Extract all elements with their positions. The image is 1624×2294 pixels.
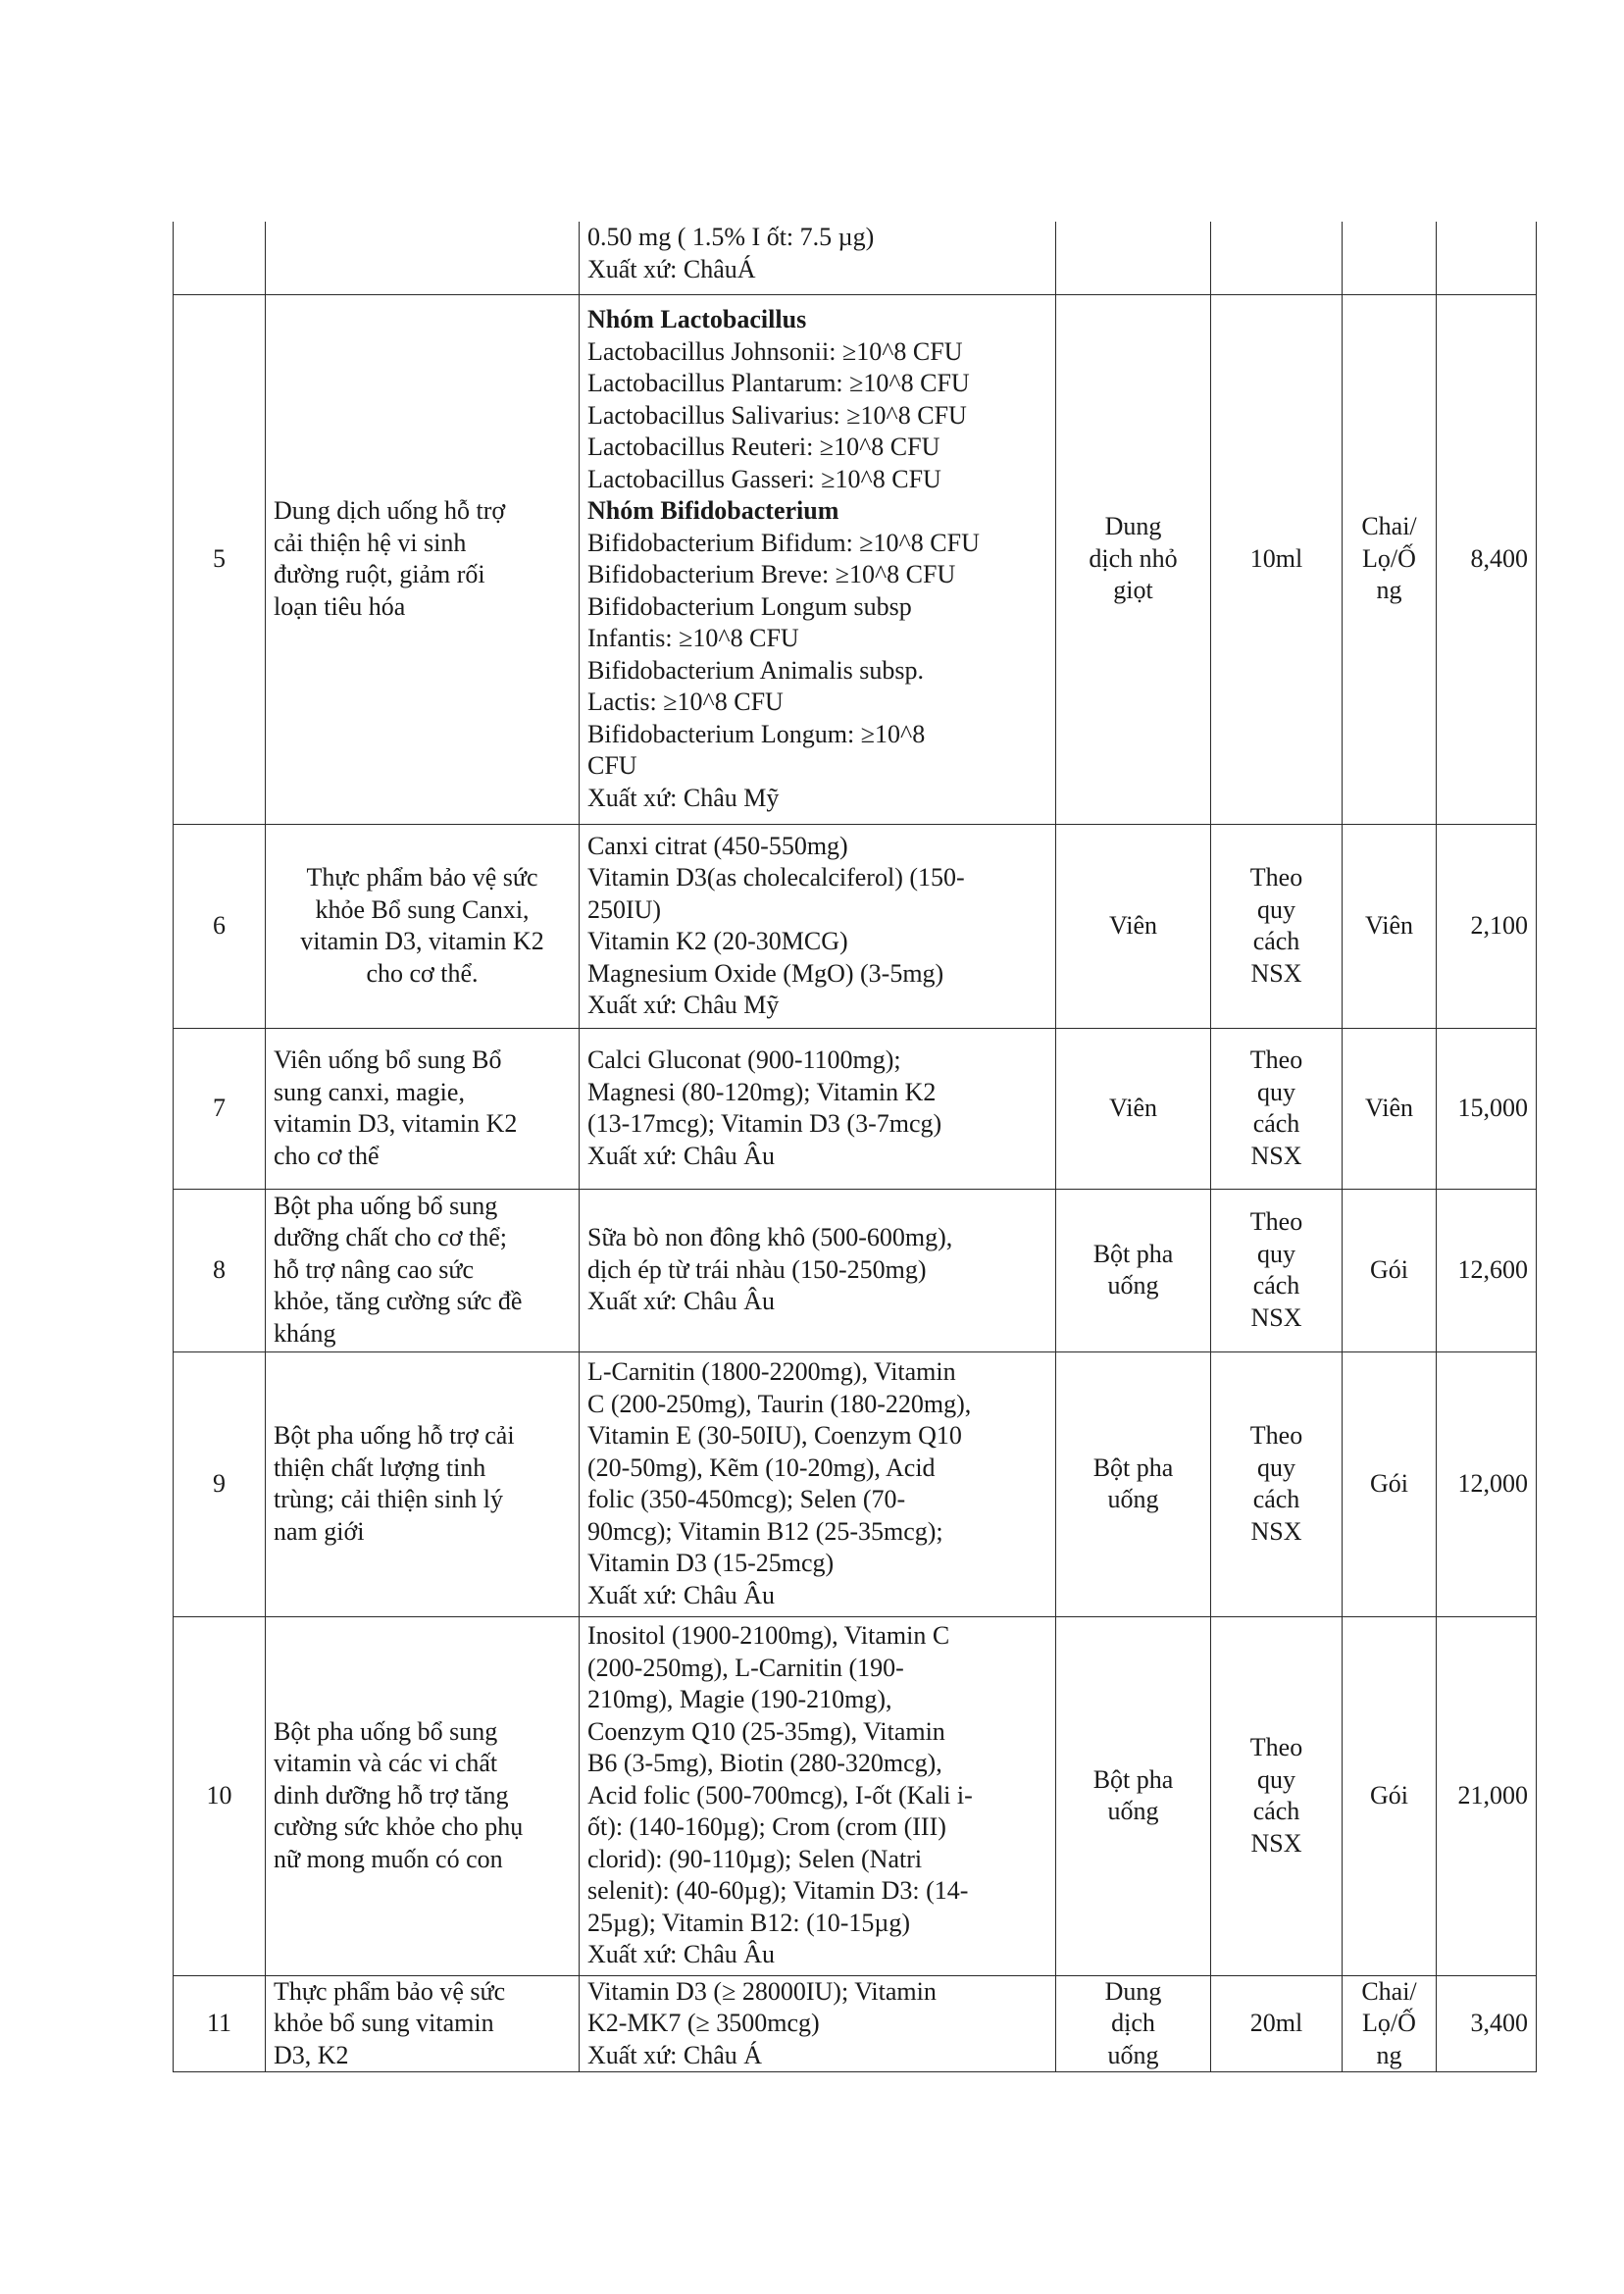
cell-line: cách (1252, 1485, 1300, 1513)
dosage-form-cell (1056, 294, 1211, 824)
specification-cell (1211, 1616, 1343, 1975)
table-row (174, 1616, 1537, 1975)
composition-line: Bifidobacterium Bifidum: ≥10^8 CFU (587, 528, 980, 557)
quantity-cell: 3,400 (1437, 1975, 1537, 2072)
composition-cell (580, 294, 1056, 824)
cell-line: giọt (1113, 576, 1153, 605)
specification-cell (1211, 824, 1343, 1028)
cell-line: Theo (1249, 1421, 1303, 1450)
cell-line: dịch (1111, 2009, 1155, 2037)
cell-line: NSX (1250, 1141, 1302, 1170)
cell-line: nữ mong muốn có con (274, 1844, 503, 1873)
cell-line: NSX (1250, 1516, 1302, 1546)
composition-cell (580, 824, 1056, 1028)
cell-line: Chai/ (1361, 512, 1417, 541)
table-row (174, 1028, 1537, 1189)
cell-line: cách (1252, 1797, 1300, 1825)
product-table-body (174, 222, 1537, 2072)
cell-line: khỏe Bổ sung Canxi, (315, 894, 530, 924)
cell-line: NSX (1250, 1302, 1302, 1332)
composition-line: selenit): (40-60µg); Vitamin D3: (14- (587, 1876, 969, 1906)
unit-cell (1343, 824, 1437, 1028)
composition-line: Magnesium Oxide (MgO) (3-5mg) (587, 958, 944, 988)
composition-line: clorid): (90-110µg); Selen (Natri (587, 1844, 923, 1873)
dosage-form-cell (1056, 222, 1211, 294)
table-row (174, 824, 1537, 1028)
cell-line: quy (1257, 894, 1295, 924)
product-name-cell (266, 1189, 580, 1351)
cell-line: Gói (1370, 1780, 1408, 1810)
cell-line: Gói (1370, 1468, 1408, 1498)
cell-line: loạn tiêu hóa (274, 591, 406, 621)
cell-line: khỏe bổ sung vitamin (274, 2009, 494, 2037)
composition-line: Sữa bò non đông khô (500-600mg), (587, 1223, 953, 1252)
composition-line: B6 (3-5mg), Biotin (280-320mcg), (587, 1749, 942, 1778)
cell-line: NSX (1250, 1828, 1302, 1858)
quantity-cell (1437, 222, 1537, 294)
composition-line: ốt): (140-160µg); Crom (crom (III) (587, 1812, 946, 1842)
cell-line: thiện chất lượng tinh (274, 1453, 486, 1482)
composition-line: Bifidobacterium Longum subsp (587, 591, 912, 621)
row-number-cell: 9 (174, 1351, 266, 1616)
specification-cell (1211, 1975, 1343, 2072)
cell-line: cải thiện hệ vi sinh (274, 528, 467, 557)
cell-line: uống (1107, 1271, 1159, 1300)
cell-line: trùng; cải thiện sinh lý (274, 1485, 503, 1513)
specification-cell (1211, 222, 1343, 294)
cell-line: Theo (1249, 1045, 1303, 1074)
cell-line: nam giới (274, 1516, 365, 1546)
cell-line: cách (1252, 1109, 1300, 1138)
dosage-form-cell (1056, 1975, 1211, 2072)
composition-line: Acid folic (500-700mcg), I-ốt (Kali i- (587, 1780, 973, 1810)
product-name-cell (266, 1028, 580, 1189)
cell-line: quy (1257, 1077, 1295, 1106)
composition-line: Xuất xứ: Châu Mỹ (587, 783, 780, 812)
cell-line: Dung (1104, 1976, 1162, 2006)
cell-line: Bột pha (1092, 1453, 1174, 1482)
composition-cell (580, 1351, 1056, 1616)
cell-line: Viên (1365, 1093, 1413, 1122)
composition-line: (200-250mg), L-Carnitin (190- (587, 1653, 904, 1682)
dosage-form-cell (1056, 1616, 1211, 1975)
cell-line: Viên uống bổ sung Bổ (274, 1045, 502, 1074)
composition-line: Xuất xứ: Châu Âu (587, 1141, 776, 1170)
dosage-form-cell (1056, 1351, 1211, 1616)
composition-line: Canxi citrat (450-550mg) (587, 831, 848, 860)
quantity-cell: 8,400 (1437, 294, 1537, 824)
cell-line: 20ml (1249, 2009, 1303, 2037)
cell-line: Theo (1249, 863, 1303, 892)
unit-cell (1343, 1028, 1437, 1189)
composition-line: Vitamin D3 (≥ 28000IU); Vitamin (587, 1976, 937, 2006)
composition-line: Coenzym Q10 (25-35mg), Vitamin (587, 1716, 945, 1746)
composition-line: Bifidobacterium Animalis subsp. (587, 655, 925, 685)
composition-line: Vitamin K2 (20-30MCG) (587, 927, 848, 955)
composition-line: Xuất xứ: Châu Mỹ (587, 991, 780, 1019)
composition-line: 25µg); Vitamin B12: (10-15µg) (587, 1908, 911, 1937)
composition-line: Lactobacillus Plantarum: ≥10^8 CFU (587, 369, 970, 397)
composition-line: Nhóm Bifidobacterium (587, 496, 839, 525)
unit-cell (1343, 1351, 1437, 1616)
composition-line: Infantis: ≥10^8 CFU (587, 624, 799, 652)
specification-cell (1211, 294, 1343, 824)
cell-line: khỏe, tăng cường sức đề (274, 1287, 523, 1316)
composition-line: L-Carnitin (1800-2200mg), Vitamin (587, 1357, 956, 1386)
composition-line: Calci Gluconat (900-1100mg); (587, 1045, 901, 1074)
cell-line: cho cơ thể. (366, 958, 479, 988)
cell-line: kháng (274, 1318, 336, 1348)
cell-line: uống (1107, 2040, 1159, 2069)
cell-line: dinh dưỡng hỗ trợ tăng (274, 1780, 509, 1810)
quantity-cell: 12,600 (1437, 1189, 1537, 1351)
cell-line: vitamin D3, vitamin K2 (274, 1109, 518, 1138)
specification-cell (1211, 1189, 1343, 1351)
composition-cell (580, 1616, 1056, 1975)
cell-line: ng (1376, 2040, 1402, 2069)
cell-line: Viên (1365, 910, 1413, 940)
composition-line: 250IU) (587, 894, 662, 924)
composition-line: Lactobacillus Reuteri: ≥10^8 CFU (587, 433, 940, 461)
unit-cell (1343, 1616, 1437, 1975)
composition-line: Magnesi (80-120mg); Vitamin K2 (587, 1077, 937, 1106)
cell-line: cách (1252, 927, 1300, 955)
composition-line: Bifidobacterium Breve: ≥10^8 CFU (587, 560, 956, 588)
cell-line: quy (1257, 1239, 1295, 1268)
cell-line: vitamin D3, vitamin K2 (300, 927, 544, 955)
composition-line: Vitamin E (30-50IU), Coenzym Q10 (587, 1421, 962, 1450)
quantity-cell: 12,000 (1437, 1351, 1537, 1616)
cell-line: Viên (1109, 1093, 1157, 1122)
composition-line: Xuất xứ: Châu Âu (587, 1287, 776, 1316)
composition-line: folic (350-450mcg); Selen (70- (587, 1485, 906, 1513)
composition-line: Xuất xứ: ChâuÁ (587, 254, 756, 283)
composition-line: (13-17mcg); Vitamin D3 (3-7mcg) (587, 1109, 942, 1138)
composition-line: Vitamin D3(as cholecalciferol) (150- (587, 863, 965, 892)
quantity-cell: 21,000 (1437, 1616, 1537, 1975)
cell-line: ng (1376, 576, 1402, 605)
cell-line: Gói (1370, 1254, 1408, 1284)
cell-line: D3, K2 (274, 2040, 349, 2069)
table-row (174, 1351, 1537, 1616)
product-name-cell (266, 1616, 580, 1975)
specification-cell (1211, 1028, 1343, 1189)
product-name-cell (266, 1351, 580, 1616)
row-number-cell: 7 (174, 1028, 266, 1189)
cell-line: đường ruột, giảm rối (274, 560, 485, 588)
composition-cell (580, 1975, 1056, 2072)
cell-line: Chai/ (1361, 1976, 1417, 2006)
composition-line: Lactobacillus Salivarius: ≥10^8 CFU (587, 400, 967, 430)
unit-cell (1343, 222, 1437, 294)
cell-line: Bột pha uống hỗ trợ cải (274, 1421, 515, 1450)
composition-cell (580, 1028, 1056, 1189)
cell-line: cho cơ thể (274, 1141, 380, 1170)
cell-line: Theo (1249, 1207, 1303, 1236)
unit-cell (1343, 1975, 1437, 2072)
composition-line: Lactobacillus Gasseri: ≥10^8 CFU (587, 464, 941, 493)
cell-line: quy (1257, 1453, 1295, 1482)
composition-line: Xuất xứ: Châu Âu (587, 1940, 776, 1969)
composition-line: 90mcg); Vitamin B12 (25-35mcg); (587, 1516, 943, 1546)
cell-line: cường sức khỏe cho phụ (274, 1812, 524, 1842)
table-row (174, 294, 1537, 824)
cell-line: sung canxi, magie, (274, 1077, 465, 1106)
cell-line: Lọ/Ố (1362, 2009, 1416, 2037)
composition-line: CFU (587, 751, 637, 780)
cell-line: uống (1107, 1797, 1159, 1825)
cell-line: NSX (1250, 958, 1302, 988)
cell-line: dưỡng chất cho cơ thể; (274, 1223, 507, 1252)
composition-line: Lactis: ≥10^8 CFU (587, 688, 784, 716)
composition-cell (580, 222, 1056, 294)
composition-line: Vitamin D3 (15-25mcg) (587, 1549, 835, 1577)
composition-line: Xuất xứ: Châu Âu (587, 1580, 776, 1609)
product-name-cell (266, 294, 580, 824)
row-number-cell: 8 (174, 1189, 266, 1351)
table-row (174, 222, 1537, 294)
product-name-cell (266, 824, 580, 1028)
cell-line: 10ml (1249, 543, 1303, 573)
cell-line: Theo (1249, 1733, 1303, 1761)
row-number-cell: 6 (174, 824, 266, 1028)
dosage-form-cell (1056, 1028, 1211, 1189)
product-name-cell (266, 222, 580, 294)
cell-line: Dung (1104, 512, 1162, 541)
unit-cell (1343, 294, 1437, 824)
row-number-cell: 10 (174, 1616, 266, 1975)
cell-line: uống (1107, 1485, 1159, 1513)
product-name-cell (266, 1975, 580, 2072)
cell-line: Bột pha uống bổ sung (274, 1191, 498, 1220)
dosage-form-cell (1056, 824, 1211, 1028)
cell-line: Viên (1109, 910, 1157, 940)
cell-line: Thực phẩm bảo vệ sức (274, 1976, 506, 2006)
cell-line: Thực phẩm bảo vệ sức (306, 863, 538, 892)
row-number-cell (174, 222, 266, 294)
quantity-cell: 15,000 (1437, 1028, 1537, 1189)
composition-line: Xuất xứ: Châu Á (587, 2040, 763, 2069)
composition-line: 0.50 mg ( 1.5% I ốt: 7.5 µg) (587, 223, 875, 251)
row-number-cell: 5 (174, 294, 266, 824)
composition-line: Bifidobacterium Longum: ≥10^8 (587, 719, 926, 748)
dosage-form-cell (1056, 1189, 1211, 1351)
cell-line: Bột pha (1092, 1239, 1174, 1268)
composition-line: Nhóm Lactobacillus (587, 305, 807, 333)
composition-cell (580, 1189, 1056, 1351)
composition-line: dịch ép từ trái nhàu (150-250mg) (587, 1254, 927, 1284)
composition-line: C (200-250mg), Taurin (180-220mg), (587, 1389, 972, 1418)
composition-line: Lactobacillus Johnsonii: ≥10^8 CFU (587, 336, 963, 366)
table-row (174, 1189, 1537, 1351)
cell-line: Bột pha uống bổ sung (274, 1716, 498, 1746)
unit-cell (1343, 1189, 1437, 1351)
composition-line: 210mg), Magie (190-210mg), (587, 1685, 892, 1714)
cell-line: cách (1252, 1271, 1300, 1300)
composition-line: K2-MK7 (≥ 3500mcg) (587, 2009, 820, 2037)
specification-cell (1211, 1351, 1343, 1616)
cell-line: quy (1257, 1764, 1295, 1794)
table-row (174, 1975, 1537, 2072)
cell-line: hỗ trợ nâng cao sức (274, 1254, 475, 1284)
cell-line: Dung dịch uống hỗ trợ (274, 496, 506, 525)
row-number-cell: 11 (174, 1975, 266, 2072)
cell-line: Lọ/Ố (1362, 543, 1416, 573)
quantity-cell: 2,100 (1437, 824, 1537, 1028)
cell-line: vitamin và các vi chất (274, 1749, 498, 1778)
composition-line: Inositol (1900-2100mg), Vitamin C (587, 1621, 950, 1651)
cell-line: dịch nhỏ (1089, 543, 1178, 573)
cell-line: Bột pha (1092, 1764, 1174, 1794)
product-table (173, 222, 1537, 2072)
composition-line: (20-50mg), Kẽm (10-20mg), Acid (587, 1453, 936, 1482)
